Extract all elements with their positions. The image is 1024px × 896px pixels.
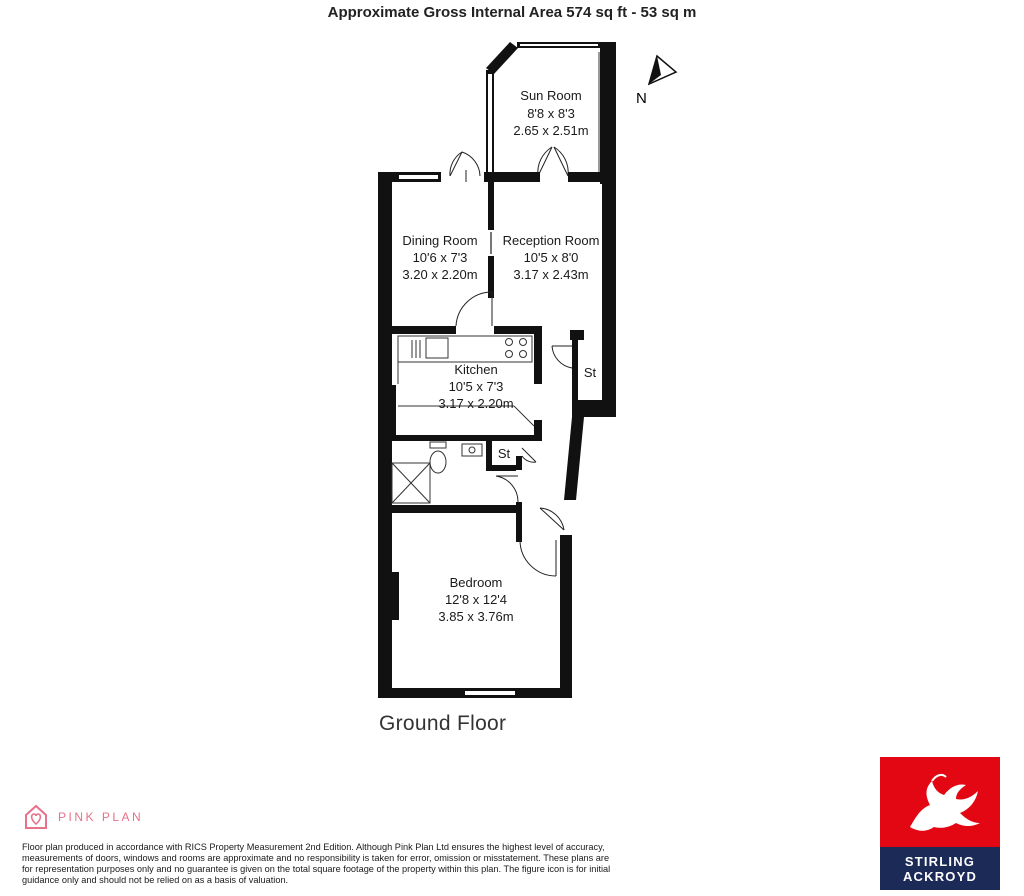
svg-text:3.17 x 2.20m: 3.17 x 2.20m xyxy=(438,396,514,411)
north-arrow-icon xyxy=(649,56,676,84)
page-title: Approximate Gross Internal Area 574 sq ft - 53 sq m xyxy=(327,4,697,21)
svg-text:Kitchen: Kitchen xyxy=(454,362,498,377)
room-sun-room xyxy=(513,88,588,138)
svg-text:Sun Room: Sun Room xyxy=(520,88,582,103)
agent-name-line1: STIRLING xyxy=(904,853,976,869)
agent-name-line2: ACKROYD xyxy=(902,868,978,884)
floor-name: Ground Floor xyxy=(379,712,507,735)
logo-navy-panel xyxy=(880,847,1000,890)
svg-text:3.20 x 2.20m: 3.20 x 2.20m xyxy=(402,267,478,282)
room-bedroom xyxy=(438,575,513,624)
griffin-icon xyxy=(880,757,1000,847)
room-dining-room xyxy=(402,233,477,282)
disclaimer-text: Floor plan produced in accordance with RICS Property Measurement 2nd Edition. Although Pink Plan Ltd ensures the highest level of accuracy, measurements of doors, windows and rooms are approximate and no responsibility is taken for error, omission or misstatement. These plans are for representation purposes only and no guarantee is given on the total square footage of the property within this plan. The figure icon is for initial guidance only and should not be relied on as a basis of valuation. xyxy=(22,842,611,885)
stirling-ackroyd-logo xyxy=(880,757,1000,890)
logo-red-panel xyxy=(880,757,1000,847)
pink-plan-name: PINK PLAN xyxy=(58,810,144,824)
svg-text:10'5 x 7'3: 10'5 x 7'3 xyxy=(448,379,504,394)
svg-text:2.65 x 2.51m: 2.65 x 2.51m xyxy=(513,123,589,138)
svg-text:12'8 x 12'4: 12'8 x 12'4 xyxy=(444,592,508,607)
room-reception-room xyxy=(503,233,600,282)
room-kitchen xyxy=(438,362,513,411)
svg-text:Reception Room: Reception Room xyxy=(502,233,600,248)
sun-room-door xyxy=(538,147,568,176)
svg-text:10'5 x 8'0: 10'5 x 8'0 xyxy=(523,250,579,265)
store-label: St xyxy=(583,365,597,380)
pink-plan-logo xyxy=(24,804,143,830)
store-label: St xyxy=(497,446,511,461)
svg-text:10'6 x 7'3: 10'6 x 7'3 xyxy=(412,250,468,265)
svg-text:3.17 x 2.43m: 3.17 x 2.43m xyxy=(513,267,589,282)
compass-label: N xyxy=(636,90,647,107)
bathroom-fittings xyxy=(392,442,482,503)
house-heart-icon xyxy=(24,804,48,830)
svg-text:3.85 x 3.76m: 3.85 x 3.76m xyxy=(438,609,514,624)
svg-text:Dining Room: Dining Room xyxy=(402,233,478,248)
svg-text:Bedroom: Bedroom xyxy=(449,575,503,590)
svg-text:8'8 x 8'3: 8'8 x 8'3 xyxy=(527,106,575,121)
